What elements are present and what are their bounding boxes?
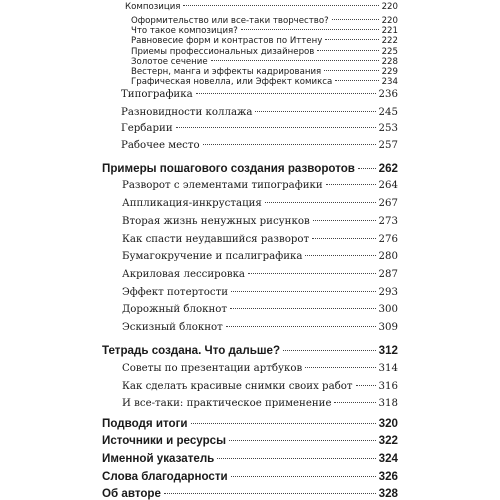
dot-leader (332, 19, 379, 20)
toc-entry-page-number: 267 (378, 198, 398, 209)
toc-entry-page-number: 228 (381, 57, 398, 67)
toc-entry-page-number: 245 (378, 107, 398, 118)
toc-entry[interactable] (121, 89, 398, 100)
toc-entry-page-number: 318 (378, 398, 398, 409)
dot-leader (196, 93, 376, 94)
toc-entry[interactable] (122, 304, 398, 315)
toc-entry-title: Подводя итоги (102, 417, 188, 430)
toc-entry-title: Вторая жизнь ненужных рисунков (122, 216, 310, 227)
toc-entry-title: Оформительство или все-таки творчество? (131, 16, 329, 26)
toc-entry-title: Как сделать красивые снимки своих работ (122, 381, 353, 392)
toc-entry-title: Аппликация-инкрустация (122, 198, 262, 209)
toc-entry[interactable] (102, 162, 398, 175)
toc-entry-page-number: 280 (378, 251, 398, 262)
dot-leader (226, 326, 376, 327)
toc-entry-title: Что такое композиция? (131, 26, 238, 36)
toc-entry-title: Об авторе (102, 487, 161, 500)
toc-entry-title: Разновидности коллажа (121, 107, 253, 118)
dot-leader (203, 144, 376, 145)
dot-leader (217, 458, 375, 459)
toc-entry-title: Вестерн, манга и эффекты кадрирования (131, 67, 322, 77)
toc-entry-page-number: 229 (381, 67, 398, 77)
toc-entry-title: Золотое сечение (131, 57, 208, 67)
dot-leader (358, 168, 376, 169)
toc-entry-page-number: 276 (378, 234, 398, 245)
toc-entry[interactable] (122, 398, 398, 409)
toc-entry[interactable] (131, 26, 398, 36)
toc-entry[interactable] (122, 180, 398, 191)
toc-entry[interactable] (122, 363, 398, 374)
toc-entry-title: Типографика (121, 89, 193, 100)
dot-leader (326, 184, 376, 185)
toc-entry-page-number: 314 (378, 363, 398, 374)
dot-leader (248, 273, 376, 274)
dot-leader (312, 238, 375, 239)
toc-entry-page-number: 287 (378, 269, 398, 280)
toc-entry-title: Приемы профессиональных дизайнеров (131, 47, 315, 57)
toc-entry-page-number: 225 (381, 47, 398, 57)
toc-entry[interactable] (131, 16, 398, 26)
toc-entry-title: Эффект потертости (122, 287, 229, 298)
toc-entry-page-number: 300 (378, 304, 398, 315)
dot-leader (191, 423, 376, 424)
toc-entry[interactable] (122, 381, 398, 392)
toc-entry[interactable] (122, 287, 398, 298)
toc-entry-page-number: 220 (381, 2, 398, 12)
dot-leader (265, 202, 376, 203)
toc-entry-title: Именной указатель (102, 452, 215, 465)
toc-entry[interactable] (131, 47, 398, 57)
toc-entry[interactable] (131, 77, 398, 87)
toc-entry-title: Как спасти неудавшийся разворот (122, 234, 310, 245)
toc-entry-title: Тетрадь создана. Что дальше? (102, 344, 281, 357)
toc-entry[interactable] (121, 123, 398, 134)
toc-entry[interactable] (122, 269, 398, 280)
dot-leader (241, 29, 379, 30)
toc-entry-page-number: 221 (381, 26, 398, 36)
toc-entry-title: Слова благодарности (102, 470, 228, 483)
dot-leader (317, 50, 378, 51)
toc-entry-title: Примеры пошагового создания разворотов (102, 162, 355, 175)
toc-entry[interactable] (122, 251, 398, 262)
toc-entry-page-number: 293 (378, 287, 398, 298)
dot-leader (164, 493, 376, 494)
toc-entry-page-number: 262 (378, 162, 398, 175)
toc-entry[interactable] (122, 322, 398, 333)
toc-entry-page-number: 264 (378, 180, 398, 191)
dot-leader (313, 220, 376, 221)
toc-entry[interactable] (102, 487, 398, 500)
toc-entry-title: Дорожный блокнот (122, 304, 228, 315)
toc-entry[interactable] (102, 434, 398, 447)
toc-entry-page-number: 322 (378, 434, 398, 447)
toc-entry-title: Источники и ресурсы (102, 434, 227, 447)
toc-entry-page-number: 316 (378, 381, 398, 392)
toc-entry[interactable] (122, 198, 398, 209)
toc-entry-page-number: 309 (378, 322, 398, 333)
toc-entry-page-number: 324 (378, 452, 398, 465)
dot-leader (283, 350, 376, 351)
toc-entry[interactable] (122, 216, 398, 227)
toc-entry-page-number: 222 (381, 36, 398, 46)
toc-entry-title: Гербарии (121, 123, 173, 134)
toc-entry-title: Советы по презентации артбуков (122, 363, 303, 374)
dot-leader (231, 476, 376, 477)
toc-entry[interactable] (121, 140, 398, 151)
dot-leader (305, 367, 375, 368)
toc-entry[interactable] (131, 57, 398, 67)
dot-leader (183, 5, 378, 6)
dot-leader (255, 111, 375, 112)
toc-entry[interactable] (131, 36, 398, 46)
toc-entry-page-number: 234 (381, 77, 398, 87)
toc-entry-page-number: 220 (381, 16, 398, 26)
dot-leader (334, 402, 375, 403)
toc-entry[interactable] (102, 344, 398, 357)
toc-entry-title: Эскизный блокнот (122, 322, 223, 333)
toc-entry-page-number: 257 (378, 140, 398, 151)
dot-leader (324, 70, 378, 71)
toc-entry-title: И все-таки: практическое применение (122, 398, 332, 409)
toc-entry-page-number: 328 (378, 487, 398, 500)
dot-leader (176, 127, 376, 128)
toc-entry-page-number: 253 (378, 123, 398, 134)
toc-entry-page-number: 312 (378, 344, 398, 357)
toc-entry-page-number: 320 (378, 417, 398, 430)
toc-entry[interactable] (102, 452, 398, 465)
toc-entry[interactable] (122, 234, 398, 245)
toc-entry-title: Акриловая лессировка (122, 269, 246, 280)
toc-entry[interactable] (121, 107, 398, 118)
toc-entry[interactable] (125, 2, 398, 12)
toc-entry[interactable] (102, 470, 398, 483)
dot-leader (356, 385, 376, 386)
toc-entry-title: Рабочее место (121, 140, 200, 151)
toc-entry-title: Графическая новелла, или Эффект комикса (131, 77, 333, 87)
dot-leader (230, 308, 376, 309)
toc-entry-title: Равновесие форм и контрастов по Иттену (131, 36, 323, 46)
toc-entry-page-number: 273 (378, 216, 398, 227)
toc-entry-page-number: 326 (378, 470, 398, 483)
toc-entry-title: Бумагокручение и псалиграфика (122, 251, 303, 262)
dot-leader (229, 440, 376, 441)
dot-leader (305, 255, 375, 256)
dot-leader (211, 60, 379, 61)
toc-entry-title: Разворот с элементами типографики (122, 180, 323, 191)
toc-entry[interactable] (102, 417, 398, 430)
toc-entry-page-number: 236 (378, 89, 398, 100)
dot-leader (231, 291, 376, 292)
toc-entry-title: Композиция (125, 2, 181, 12)
dot-leader (325, 39, 378, 40)
dot-leader (335, 80, 378, 81)
toc-entry[interactable] (131, 67, 398, 77)
